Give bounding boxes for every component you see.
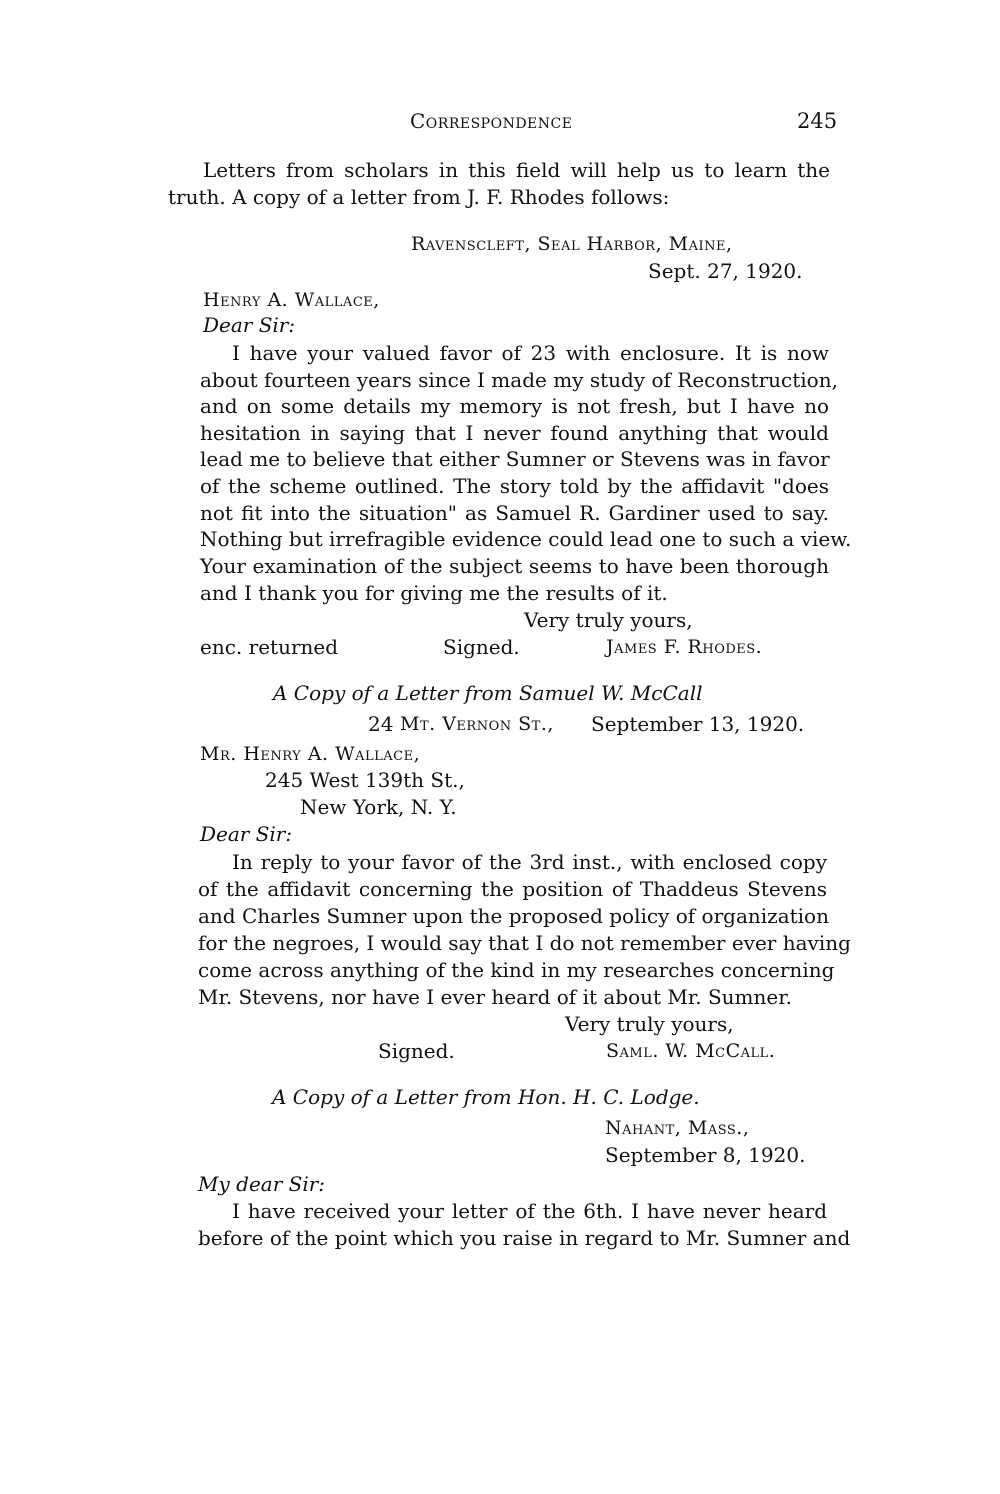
letter2-signature: Saml. W. McCall. bbox=[606, 1040, 776, 1062]
letter2-salutation: Dear Sir: bbox=[200, 822, 293, 846]
letter1-recipient: Henry A. Wallace, bbox=[203, 289, 380, 311]
letter2-recipient-street: 245 West 139th St., bbox=[265, 768, 465, 792]
letter2-recipient-name: Mr. Henry A. Wallace, bbox=[200, 743, 421, 765]
letter2-body-line: come across anything of the kind in my researches concerning bbox=[198, 958, 835, 982]
letter3-body-line: I have received your letter of the 6th. I have never heard bbox=[232, 1199, 827, 1223]
letter1-closing: Very truly yours, bbox=[524, 608, 693, 632]
intro-line-1: Letters from scholars in this field will help us to learn the bbox=[203, 158, 830, 182]
letter3-salutation: My dear Sir: bbox=[198, 1172, 326, 1196]
letter1-body-line: and on some details my memory is not fresh, but I have no bbox=[200, 394, 829, 418]
letter2-recipient-city: New York, N. Y. bbox=[300, 795, 457, 819]
letter1-body-line: and I thank you for giving me the results of it. bbox=[200, 581, 668, 605]
letter2-body-line: In reply to your favor of the 3rd inst., with enclosed copy bbox=[232, 850, 827, 874]
letter1-enclosure-note: enc. returned bbox=[200, 635, 339, 659]
letter1-body-line: Your examination of the subject seems to have been thorough bbox=[200, 554, 829, 578]
letter1-body-line: of the scheme outlined. The story told by the affidavit "does bbox=[200, 474, 829, 498]
letter1-address: Ravenscleft, Seal Harbor, Maine, bbox=[411, 233, 733, 255]
letter2-body-line: Mr. Stevens, nor have I ever heard of it about Mr. Sumner. bbox=[198, 985, 792, 1009]
letter2-closing: Very truly yours, bbox=[565, 1012, 734, 1036]
letter2-body-line: for the negroes, I would say that I do not remember ever having bbox=[198, 931, 851, 955]
letter1-signed: Signed. bbox=[443, 635, 520, 659]
letter2-date: September 13, 1920. bbox=[591, 712, 805, 736]
letter1-body-line: lead me to believe that either Sumner or Stevens was in favor bbox=[200, 447, 830, 471]
letter1-salutation: Dear Sir: bbox=[203, 313, 296, 337]
running-header-title: Correspondence bbox=[410, 109, 573, 133]
letter1-body-line: about fourteen years since I made my study of Reconstruction, bbox=[200, 368, 838, 392]
letter2-signed: Signed. bbox=[378, 1039, 455, 1063]
letter1-body-line: hesitation in saying that I never found anything that would bbox=[200, 421, 829, 445]
letter2-address-number: 24 bbox=[368, 712, 394, 736]
letter2-body-line: of the affidavit concerning the position of Thaddeus Stevens bbox=[198, 877, 827, 901]
letter1-signature: James F. Rhodes. bbox=[606, 636, 763, 658]
letter2-body-line: and Charles Sumner upon the proposed policy of organization bbox=[198, 904, 829, 928]
letter3-date: September 8, 1920. bbox=[605, 1143, 806, 1167]
letter1-body-line: I have your valued favor of 23 with enclosure. It is now bbox=[232, 341, 829, 365]
letter1-body-line: not fit into the situation" as Samuel R. Gardiner used to say. bbox=[200, 501, 829, 525]
letter3-address: Nahant, Mass., bbox=[605, 1117, 750, 1139]
letter1-date: Sept. 27, 1920. bbox=[648, 259, 803, 283]
letter2-address-street: Mt. Vernon St., bbox=[400, 713, 554, 735]
letter3-heading: A Copy of a Letter from Hon. H. C. Lodge. bbox=[272, 1085, 700, 1109]
letter2-heading: A Copy of a Letter from Samuel W. McCall bbox=[273, 681, 703, 705]
letter3-body-line: before of the point which you raise in regard to Mr. Sumner and bbox=[198, 1226, 851, 1250]
page-number: 245 bbox=[797, 109, 838, 133]
intro-line-2: truth. A copy of a letter from J. F. Rhodes follows: bbox=[168, 185, 670, 209]
letter1-body-line: Nothing but irrefragible evidence could lead one to such a view. bbox=[200, 527, 852, 551]
